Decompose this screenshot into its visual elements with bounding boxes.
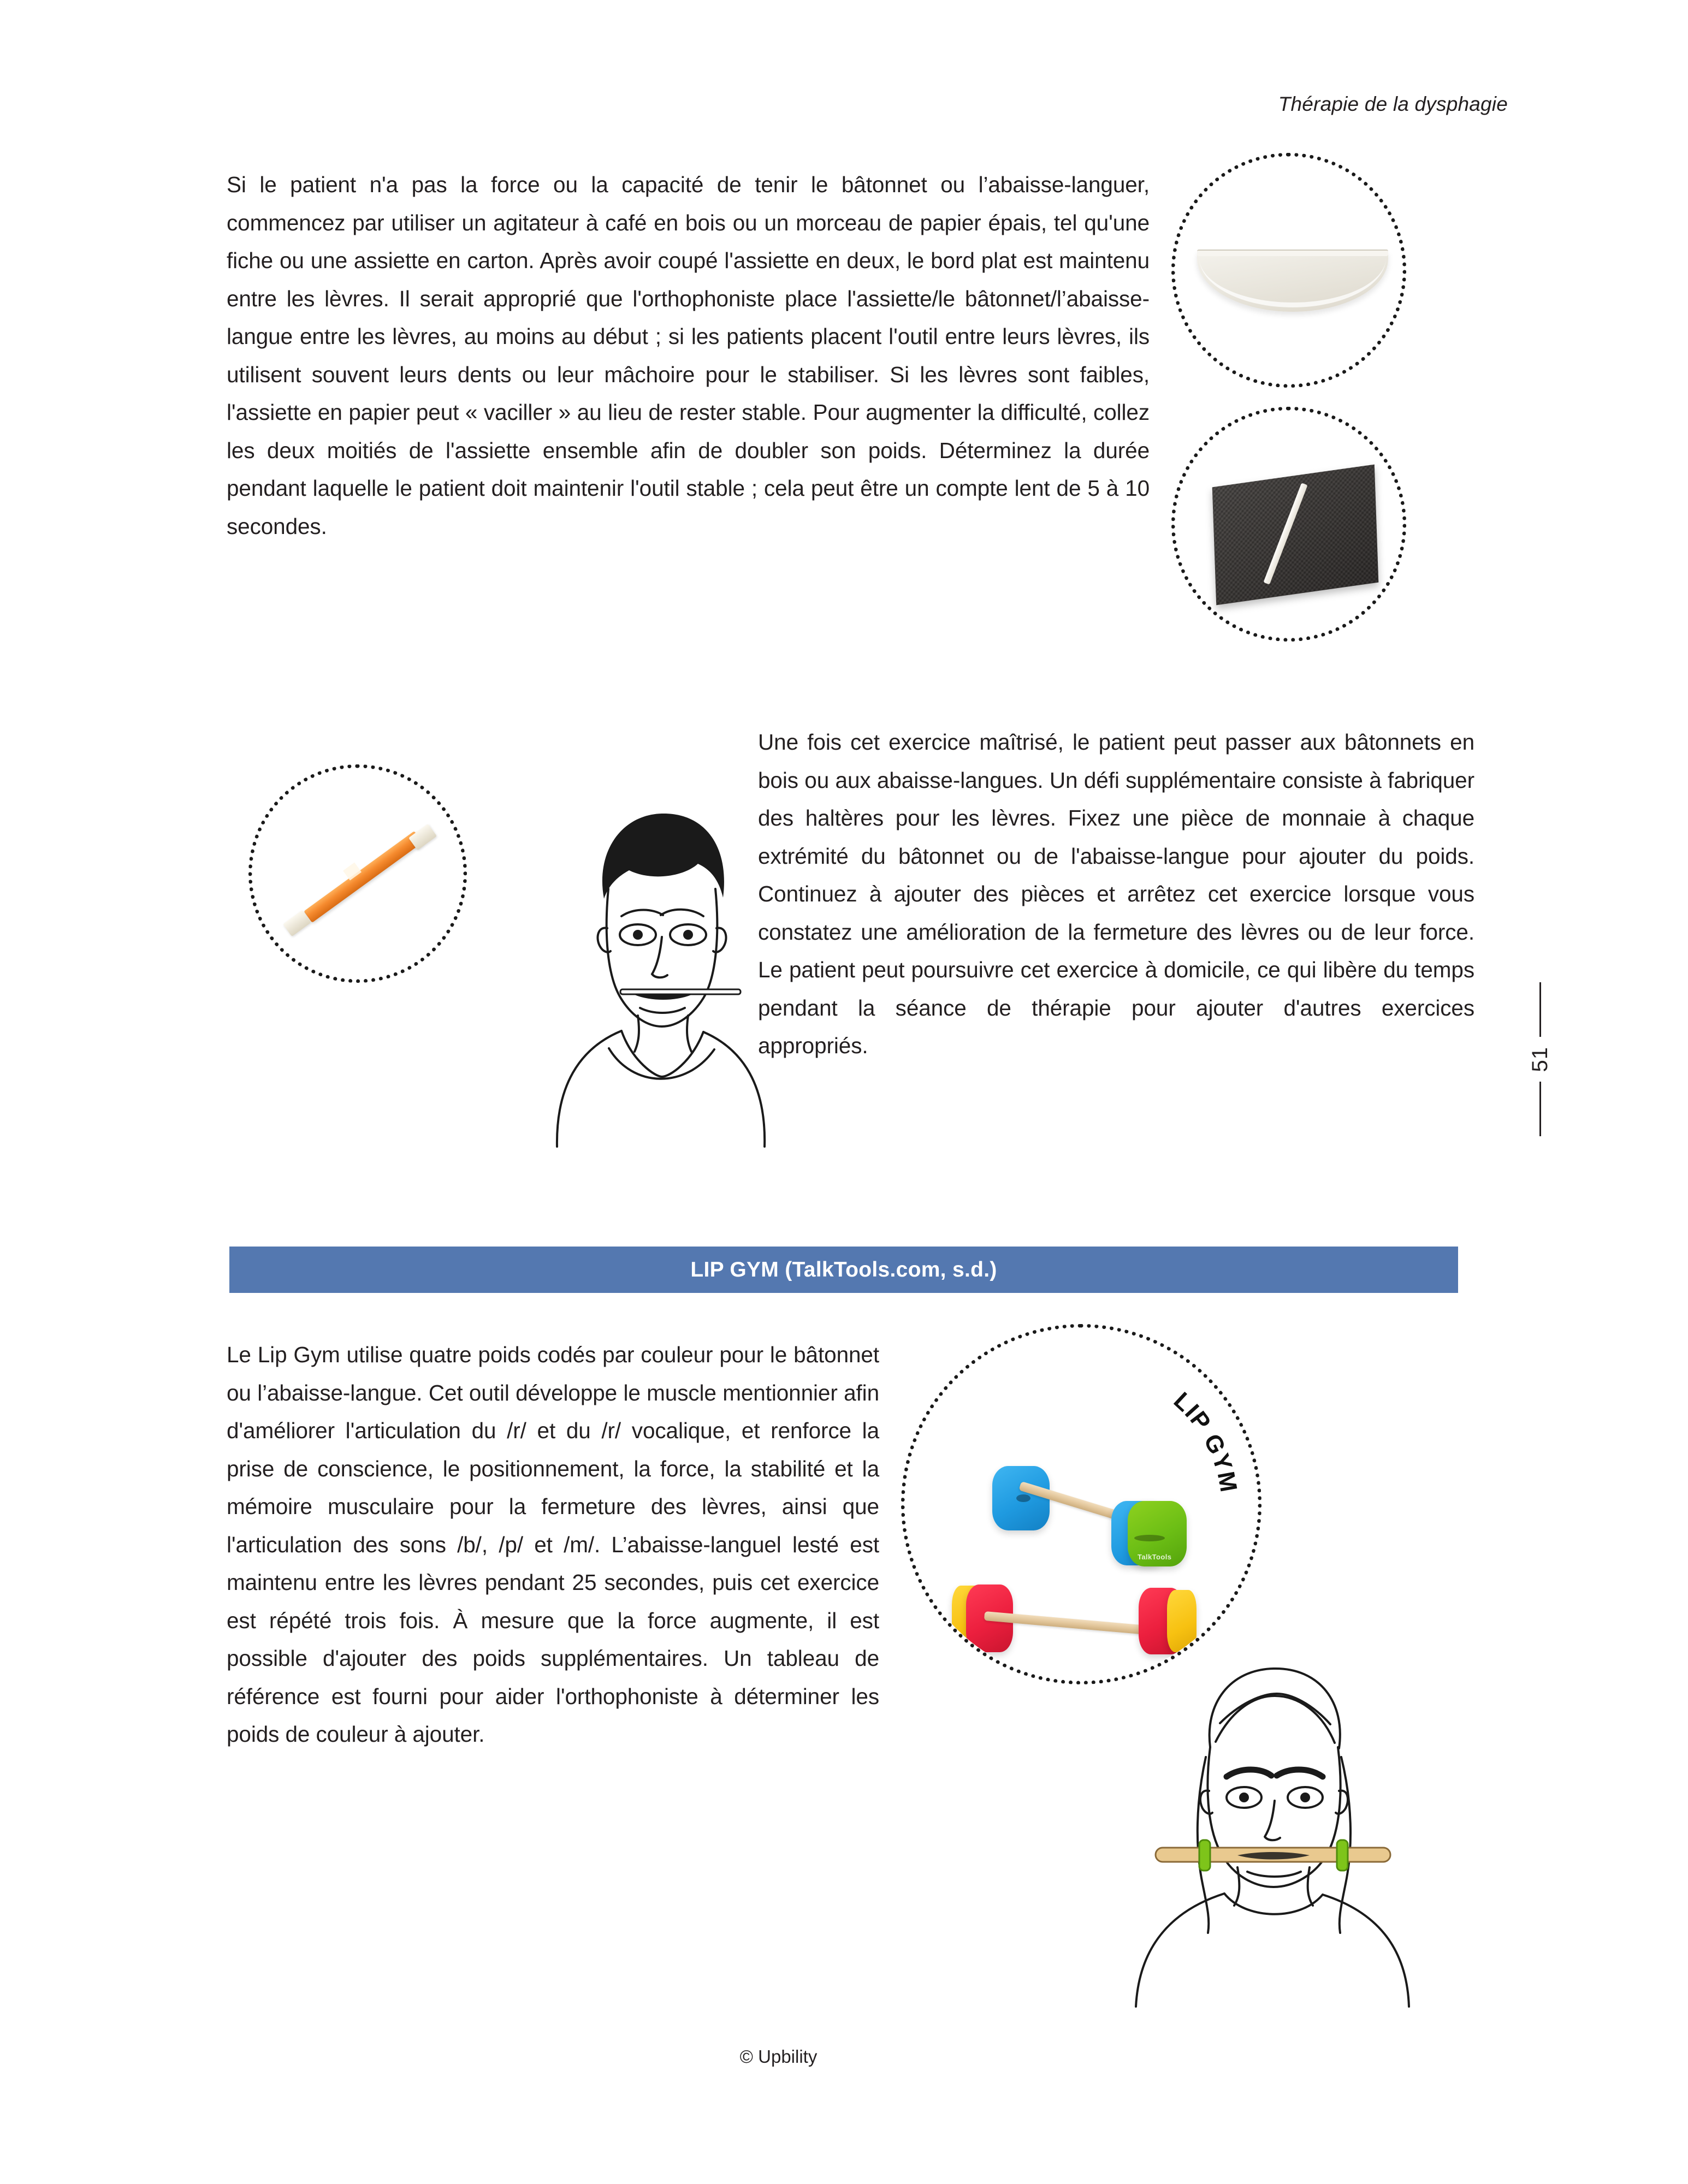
paper-plate-rim xyxy=(1199,253,1386,307)
weight-blue-left xyxy=(992,1466,1050,1530)
page-number: 51 xyxy=(1527,1046,1552,1072)
running-header: Thérapie de la dysphagie xyxy=(1278,93,1508,115)
weight-green xyxy=(1128,1501,1187,1566)
paper-plate-photo xyxy=(1175,157,1402,384)
page-number-group xyxy=(1524,972,1556,1147)
figure-stick-on-mat xyxy=(1171,407,1406,642)
weight-green-left xyxy=(1199,1840,1210,1871)
figure-paper-plate xyxy=(1171,153,1406,388)
hair-shape xyxy=(602,814,724,899)
dark-textile-mat xyxy=(1212,465,1379,606)
dumbbell-blue-green xyxy=(970,1451,1205,1576)
left-pupil xyxy=(1239,1793,1249,1802)
section-banner-lip-gym xyxy=(229,1247,1458,1293)
right-pupil xyxy=(1300,1793,1310,1802)
section-banner-title: LIP GYM (TalkTools.com, s.d.) xyxy=(690,1257,997,1281)
left-pupil xyxy=(633,930,643,940)
right-pupil xyxy=(683,930,693,940)
orange-stick-body xyxy=(304,831,423,923)
paper-plate-fold-edge xyxy=(1197,250,1388,256)
footer-copyright: © Upbility xyxy=(739,2046,818,2067)
paragraph-mastery: Une fois cet exercice maîtrisé, le patient peut passer aux bâtonnets en bois ou aux abaisse-langues. Un défi supplémentaire consiste à fabriquer des haltères pour les lèvres. Fixez une pièce de monnaie à chaque extrémité du bâtonnet ou de l'abaisse-langue pour ajouter du poids. Continuez à ajouter des pièces et arrêtez cet exercice lorsque vous constatez une amélioration de la fermeture des lèvres ou de leur force. Le patient peut poursuivre cet exercice à domicile, ce qui libère du temps pendant la séance de thérapie pour ajouter d'autres exercices appropriés. xyxy=(758,729,1474,1058)
stick-on-mat-photo xyxy=(1175,411,1402,638)
figure-orange-stick xyxy=(248,764,467,983)
lip-gym-stick-in-mouth xyxy=(1156,1840,1390,1871)
weight-green-right xyxy=(1337,1840,1348,1871)
talktools-brand-mark: TalkTools xyxy=(1138,1553,1172,1561)
orange-stick-photo xyxy=(252,768,463,979)
paragraph-intro: Si le patient n'a pas la force ou la capacité de tenir le bâtonnet ou l’abaisse-languer, commencez par utiliser un agitateur à café en bois ou un morceau de papier épais, tel qu'une fiche ou une assiette en carton. Après avoir coupé l'assiette en deux, le bord plat est maintenu entre les lèvres. Il serait approprié que l'orthophoniste place l'assiette/le bâtonnet/l’abaisse-langue entre les lèvres, au moins au début ; si les patients placent l'outil entre leurs lèvres, ils utilisent souvent leurs dents ou leur mâchoire pour le stabiliser. Si les lèvres sont faibles, l'assiette en papier peut « vaciller » au lieu de rester stable. Pour augmenter la difficulté, collez les deux moitiés de l'assiette ensemble afin de doubler son poids. Déterminez la durée pendant laquelle le patient doit maintenir l'outil stable ; cela peut être un compte lent de 5 à 10 secondes. xyxy=(227,172,1150,539)
lip-gym-label-textpath: LIP GYM xyxy=(1168,1387,1242,1495)
paragraph-lip-gym-description: Le Lip Gym utilise quatre poids codés par couleur pour le bâtonnet ou l’abaisse-langue. Cet outil développe le muscle mentionnier afin d'améliorer l'articulation du /r/ et du /r/ vocalique, et renforce la prise de conscience, le positionnement, la force, la stabilité et la mémoire musculaire pour la fermeture des lèvres, ainsi que l'articulation des sons /b/, /p/ et /m/. L’abaisse-languel lesté est maintenu entre les lèvres pendant 25 secondes, puis cet exercice est répété trois fois. À mesure que la force augmente, il est possible d'ajouter des poids supplémentaires. Un tableau de référence est fourni pour aider l'orthophoniste à déterminer les poids de couleur à ajouter. xyxy=(227,1342,879,1747)
mouth-with-stick xyxy=(620,989,741,1000)
page-number-rule-bottom xyxy=(1539,1082,1541,1136)
illustration-woman-with-lip-gym xyxy=(1103,1611,1464,2009)
page-number-rule-top xyxy=(1539,982,1541,1037)
